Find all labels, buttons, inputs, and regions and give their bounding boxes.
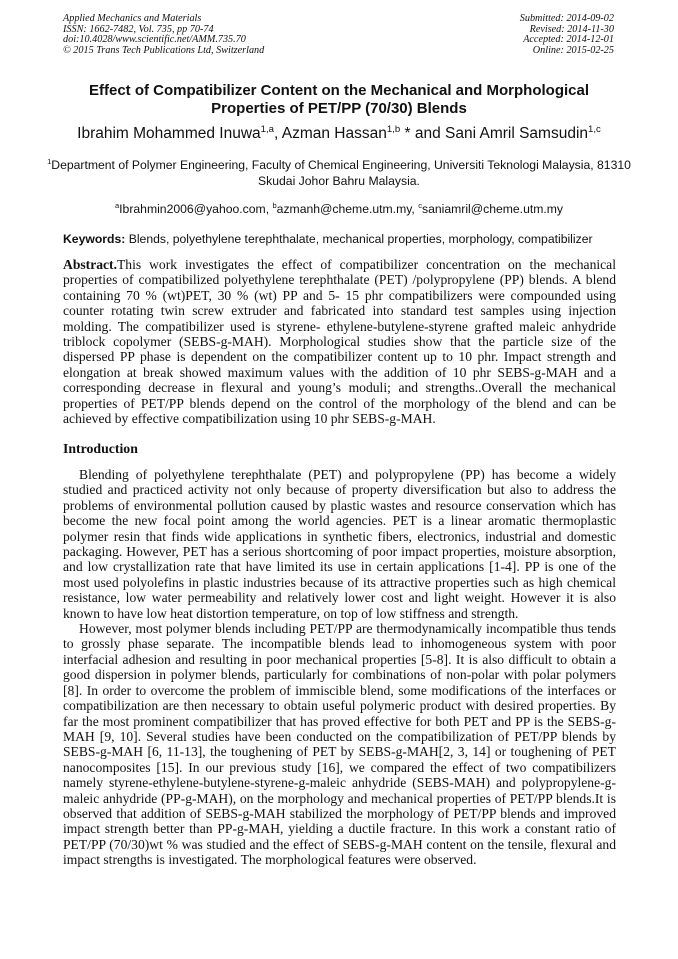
- intro-paragraph-1: Blending of polyethylene terephthalate (PET) and polypropylene (PP) has become a widely studied and practiced activity not only because of property diversification but also to address the problems of environmental pollution caused by plastic wastes and resource conservation which has become the new focal point among the world agencies. PET is a linear aromatic thermoplastic polymer resin that finds wide applications in synthetic fibers, electronics, industrial and domestic packaging. However, PET has a serious shortcoming of poor impact properties, moisture absorption, and low crystallization rate that have limited its use in certain applications [1-4]. PP is one of the most used polyolefins in plastic industries because of its attractive properties such as high chemical resistance, low water permeability and relatively lower cost and light weight. However it is also known to have low heat distortion temperature, on top of low stiffness and strength.: [63, 467, 616, 621]
- author-2: Azman Hassan: [281, 125, 387, 142]
- abstract: [63, 257, 616, 426]
- copyright: © 2015 Trans Tech Publications Ltd, Switzerland: [63, 44, 265, 56]
- author-3-affil: 1,c: [588, 123, 601, 135]
- introduction-heading: Introduction: [63, 441, 138, 456]
- keywords-text: Blends, polyethylene terephthalate, mechanical properties, morphology, compatibilizer: [125, 232, 593, 246]
- author-list: [30, 124, 648, 144]
- author-1: Ibrahim Mohammed Inuwa: [77, 125, 261, 142]
- email-b: azmanh@cheme.utm.my,: [276, 202, 419, 216]
- keywords: [63, 231, 623, 247]
- paper-title: [40, 82, 638, 118]
- email-a-mark: a: [114, 200, 120, 210]
- submission-dates: [520, 14, 614, 56]
- abstract-text: This work investigates the effect of compatibilizer concentration on the mechanical properties of compatibilized polyethylene terephthalate (PET) /polypropylene (PP) blends. A blend containing 70 % (wt)PET, 30 % (wt) PP and 5- 15 phr compatibilizers were compounded using counter rotating twin screw extruder and fabricated into standard test samples using injection molding. The compatibilizer used is styrene- ethylene-butylene-styrene grafted maleic anhydride triblock copolymer (SEBS-g-MAH). Morphological studies show that the particle size of the dispersed PP phase is dependent on the compatibilizer content up to 10 phr. Impact strength and elongation at break showed maximum values with the addition of 10 phr SEBS-g-MAH and a corresponding decrease in flexural and young’s moduli; and strengths..Overall the mechanical properties of PET/PP blends depend on the control of the morphology of the blend and can be achieved by effective compatibilization using 10 phr SEBS-g-MAH.: [63, 257, 616, 427]
- accepted-date: Accepted: 2014-12-01: [523, 34, 614, 46]
- journal-name: Applied Mechanics and Materials: [63, 13, 202, 24]
- author-1-affil: 1,a: [260, 123, 274, 135]
- affiliation-number: 1: [47, 156, 52, 166]
- doi: doi:10.4028/www.scientific.net/AMM.735.70: [63, 34, 246, 46]
- author-3: Sani Amril Samsudin: [445, 125, 589, 142]
- affiliation: [40, 157, 638, 189]
- author-2-affil: 1,b: [386, 123, 401, 135]
- abstract-label: Abstract.: [63, 257, 117, 272]
- corresponding-mark: * and: [400, 125, 446, 142]
- title-line-2: Properties of PET/PP (70/30) Blends: [211, 100, 467, 117]
- author-separator: ,: [273, 125, 282, 142]
- online-date: Online: 2015-02-25: [532, 44, 614, 56]
- email-a: Ibrahmin2006@yahoo.com,: [119, 202, 273, 216]
- email-c: saniamril@cheme.utm.my: [421, 202, 564, 216]
- submitted-date: Submitted: 2014-09-02: [519, 13, 614, 24]
- intro-paragraph-2: However, most polymer blends including PET/PP are thermodynamically incompatible thus tends to grossly phase separate. The incompatible blends lead to inhomogeneous system with poor interfacial adhesion and resulting in poor mechanical properties [5-8]. It is also difficult to obtain a good dispersion in polymer blends, particularly for combinations of non-polar with polar polymers [8]. In order to overcome the problem of immiscible blend, some modifications of the interfaces or compatibilization are then necessary to obtain useful polymeric product with desired properties. By far the most prominent compatibilizer that has proved effective for both PET and PP is the SEBS-g-MAH [9, 10]. Several studies have been conducted on the compatibilization of PET/PP blends by SEBS-g-MAH [6, 11-13], the toughening of PET by SEBS-g-MAH[2, 3, 14] or toughening of PET nanocomposites [15]. In our previous study [16], we compared the effect of two compatibilizers namely styrene-ethylene-butylene-styrene-g-maleic anhydride (SEBS-MAH) and polypropylene-g-maleic anhydride (PP-g-MAH), on the morphology and mechanical properties of PET/PP blends.It is observed that addition of SEBS-g-MAH stabilized the morphology of PET/PP blends and improved impact strength better than PP-g-MAH, yielding a ductile fracture. In this work a constant ratio of PET/PP (70/30)wt % was studied and the effect of SEBS-g-MAH content on the tensile, flexural and impact strengths is investigated. The morphological features were observed.: [63, 621, 616, 868]
- revised-date: Revised: 2014-11-30: [529, 23, 614, 35]
- title-line-1: Effect of Compatibilizer Content on the Mechanical and Morphological: [88, 82, 590, 99]
- introduction-body: [63, 467, 616, 868]
- author-emails: [40, 201, 638, 217]
- affiliation-text: Department of Polymer Engineering, Faculty of Chemical Engineering, Universiti Teknologi Malaysia, 81310 Skudai Johor Bahru Malaysia.: [51, 158, 631, 188]
- keywords-label: Keywords:: [63, 232, 126, 246]
- email-c-mark: c: [418, 200, 422, 210]
- journal-info: [63, 14, 264, 56]
- issn-volume: ISSN: 1662-7482, Vol. 735, pp 70-74: [63, 23, 214, 35]
- email-b-mark: b: [272, 200, 277, 210]
